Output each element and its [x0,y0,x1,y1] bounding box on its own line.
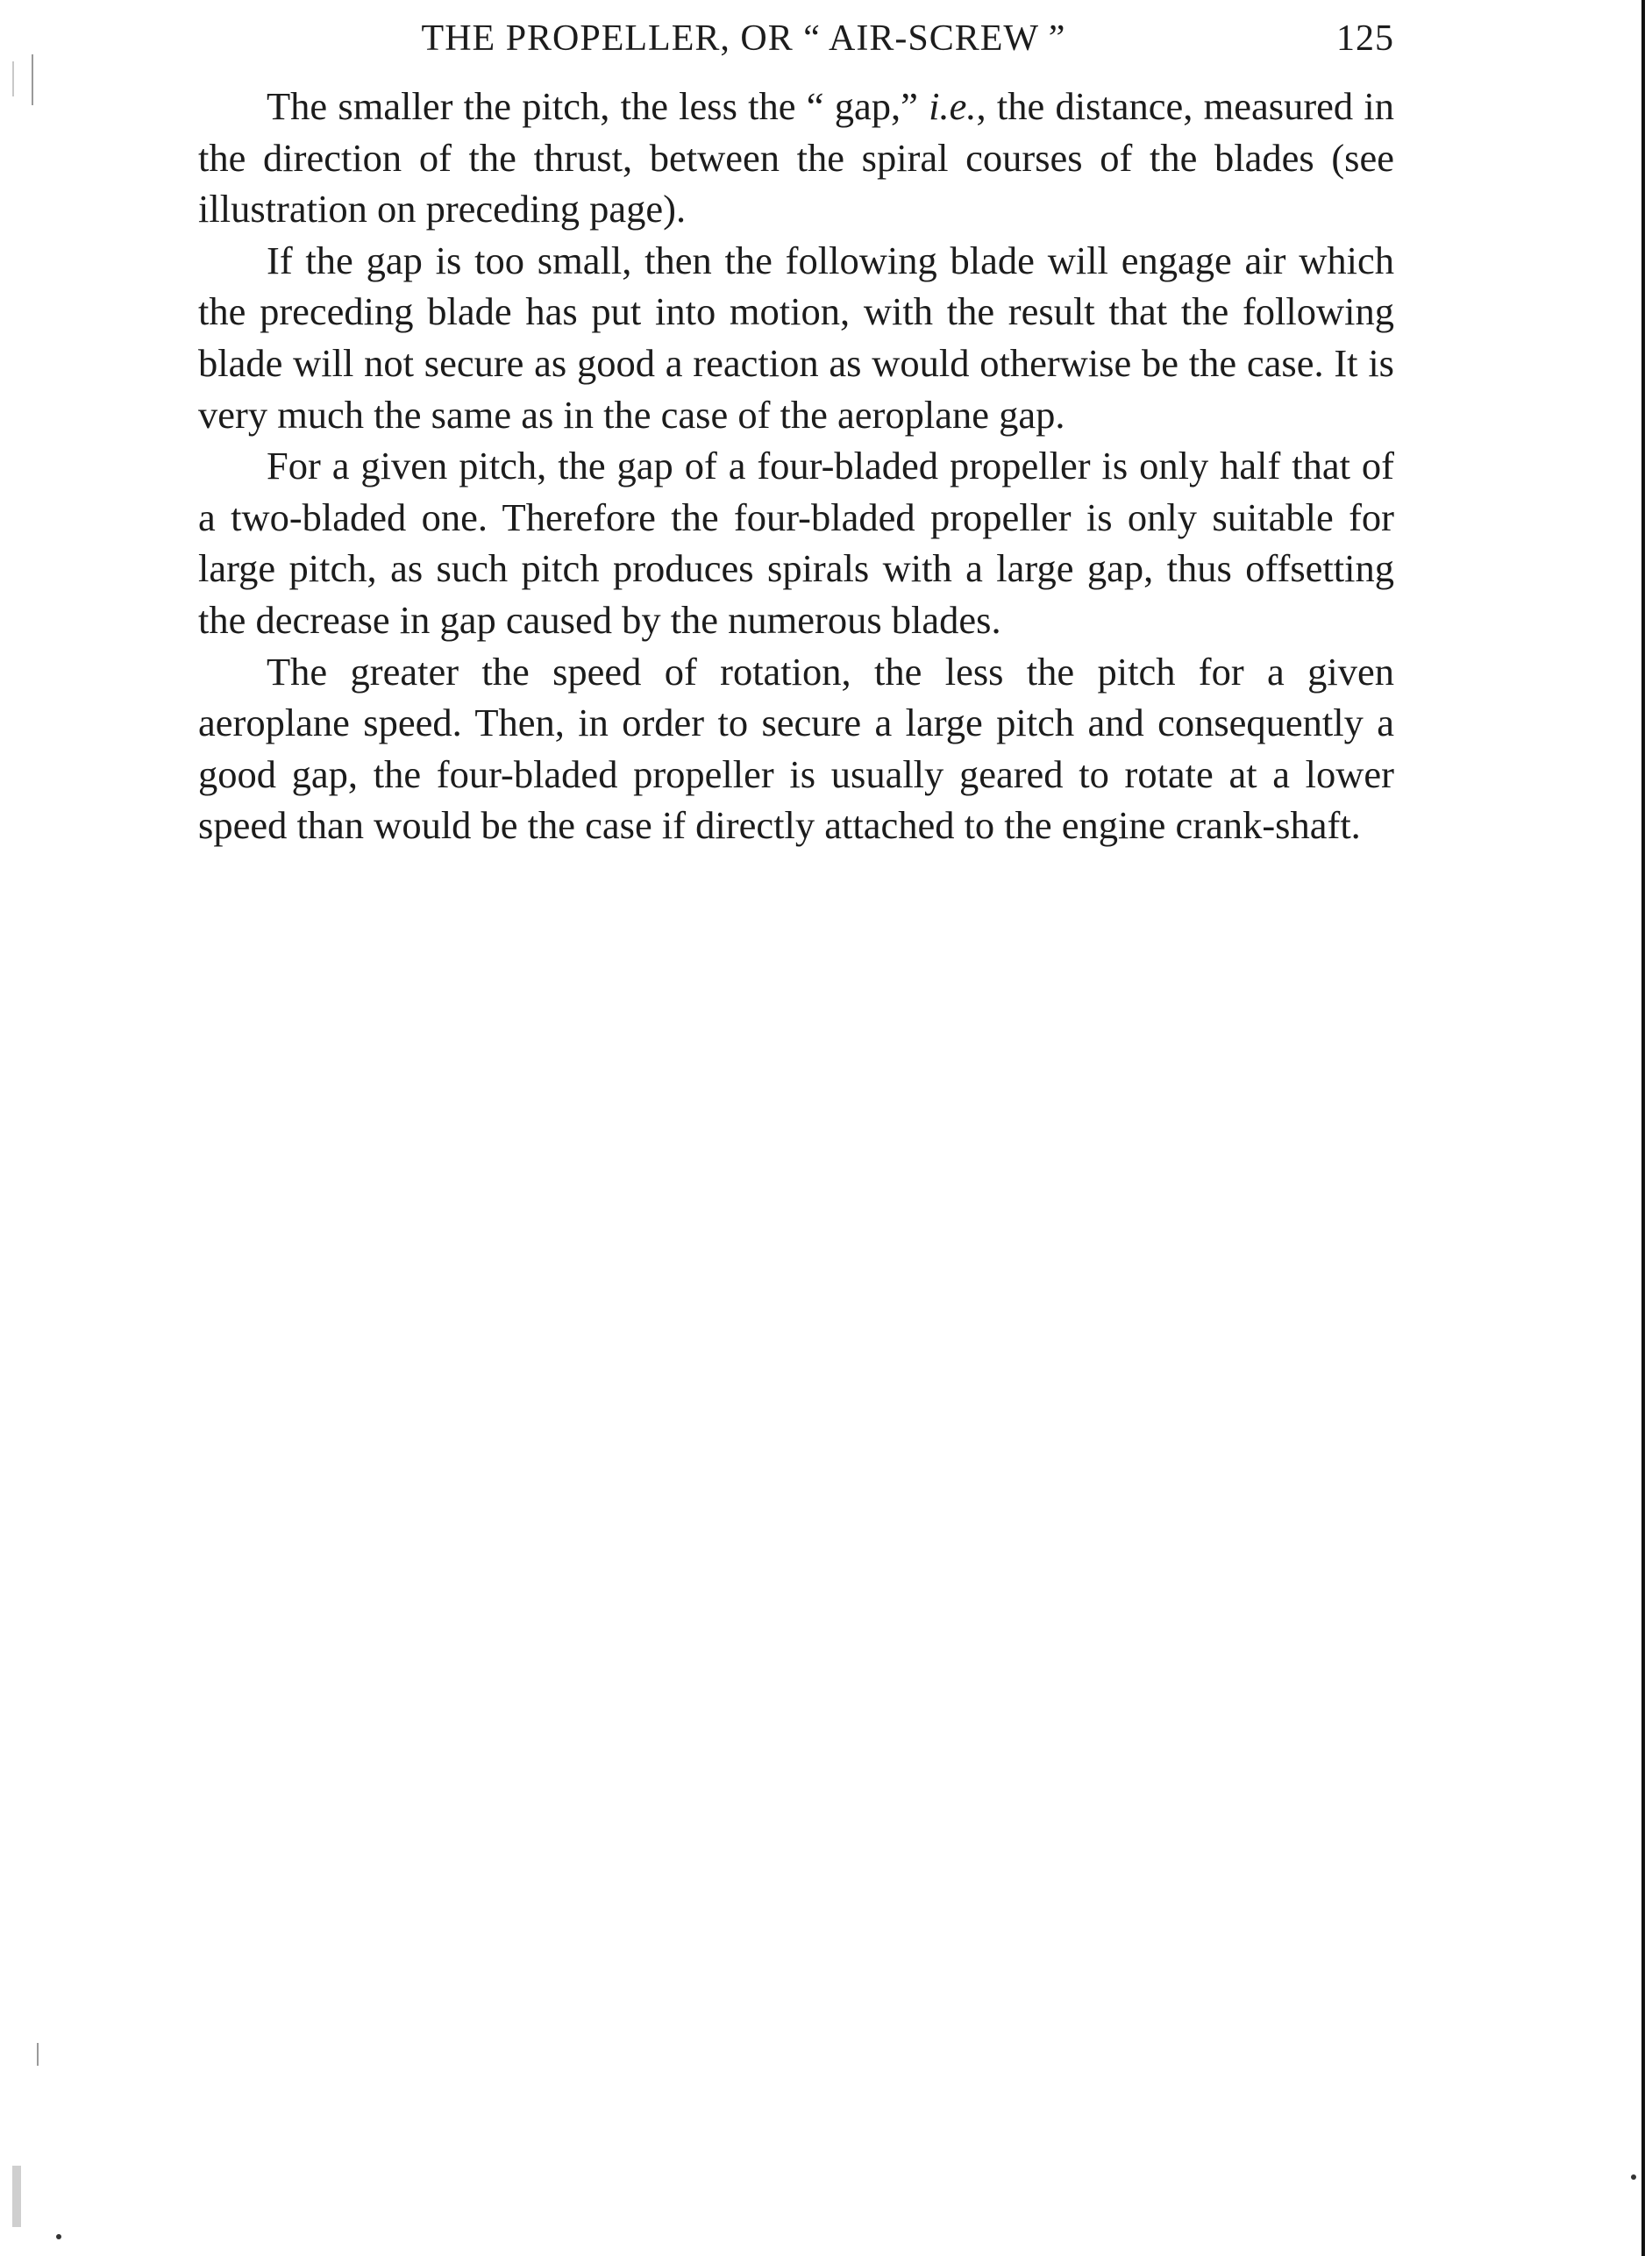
scan-speck [12,61,14,96]
paragraph-3: For a given pitch, the gap of a four-bladed propeller is only half that of a two-bladed one. Therefore the four-bladed propeller is only suitable for large pitch, as such pitch produces spirals with a large gap, thus offsetting the decrease in gap caused by the numerous blades. [198,444,1394,642]
paragraph-1-italic-ie: i.e. [929,84,977,128]
scan-speck [1631,2174,1636,2180]
page-edge-line [1641,0,1645,2256]
scan-speck [32,54,33,105]
paragraph-1-text-end: , the distance, measured in the direction of the thrust, between the spiral courses of the blades (see illustration on preceding page). [198,84,1394,231]
scan-speck [56,2234,61,2239]
paragraph-2: If the gap is too small, then the following blade will engage air which the preceding blade has put into motion, with the result that the following blade will not secure as good a reaction as would otherwise be the case. It is very much the same as in the case of the aeroplane gap. [198,238,1394,437]
page-number: 125 [1336,18,1394,59]
paragraph-1-text-start: The smaller the pitch, the less the “ gap,” [267,84,929,128]
scan-speck [12,2166,21,2227]
paragraph-1 [198,81,1394,235]
running-header [198,12,1394,65]
scan-speck [37,2043,39,2066]
body-text [198,81,1394,851]
running-title: THE PROPELLER, OR “ AIR-SCREW ” [421,18,1066,59]
paragraph-4: The greater the speed of rotation, the less the pitch for a given aeroplane speed. Then, in order to secure a large pitch and consequently a good gap, the four-bladed propeller is usually geared to rotate at a lower speed than would be the case if directly attached to the engine crank-shaft. [198,649,1394,848]
